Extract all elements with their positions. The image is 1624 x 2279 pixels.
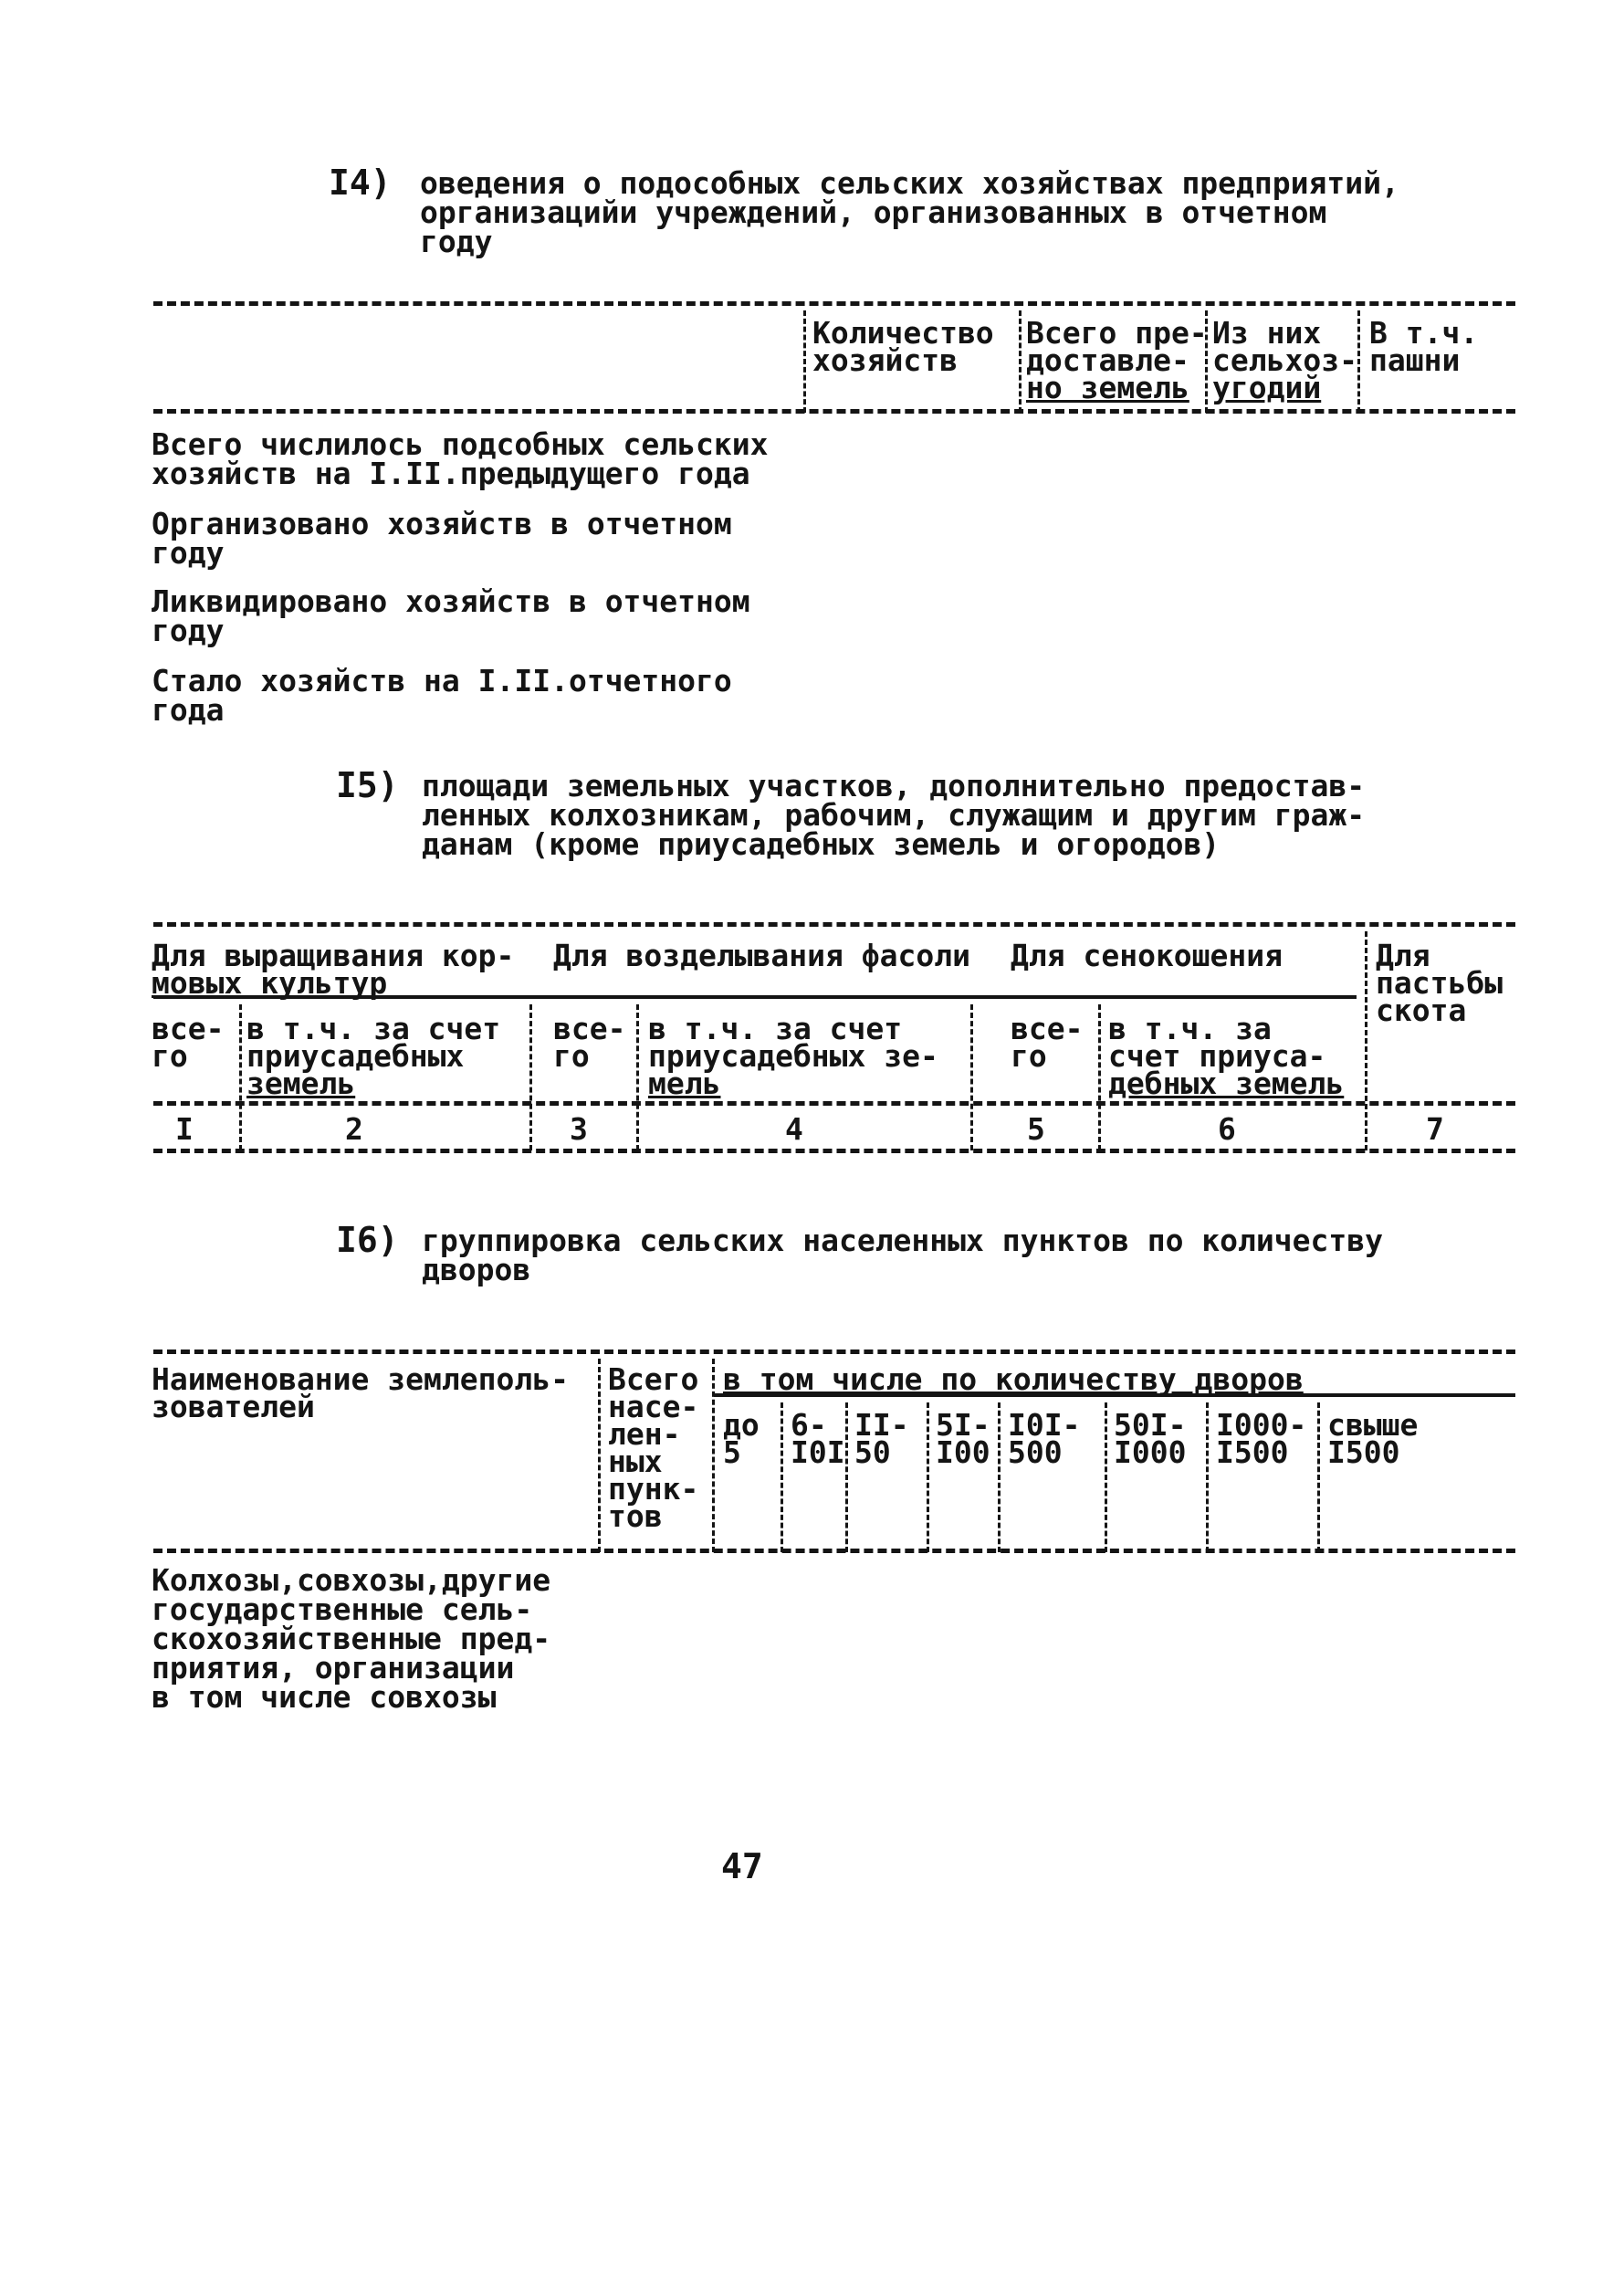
t16-bin-over-1500-line-1: свыше (1327, 1407, 1419, 1443)
t14-header-agri-line-1: Из них (1212, 315, 1322, 351)
t15-sub-total-3-line-1: все- (1011, 1011, 1084, 1046)
t14-row-1-line-2: хозяйств на I.II.предыдущего года (152, 456, 750, 491)
t15-sub-incl-1-line-2: приусадебных (246, 1038, 465, 1074)
t15-column-number: 2 (345, 1111, 363, 1147)
t15-sub-incl-2-line-3: мель (648, 1066, 721, 1101)
t15-group-pasture-line-3: скота (1376, 992, 1467, 1028)
t14-row-4-line-1: Стало хозяйств на I.II.отчетного (152, 663, 732, 698)
t15-column-number: 7 (1426, 1111, 1444, 1147)
section-16-title-line-1: группировка сельских населенных пунктов по количеству (422, 1223, 1383, 1258)
t14-header-agri-line-2: сельхоз- (1212, 342, 1357, 378)
t15-group-pasture-line-1: Для (1376, 938, 1430, 973)
t15-sub-total-2-line-1: все- (553, 1011, 626, 1046)
t16-bin-11-50-line-1: II- (854, 1407, 909, 1443)
section-15-title-line-1: площади земельных участков, дополнительно предостав- (422, 768, 1366, 803)
t15-group-beans: Для возделывания фасоли (553, 938, 970, 973)
t15-column-number: 5 (1027, 1111, 1045, 1147)
t14-header-arable-line-2: пашни (1369, 342, 1461, 378)
table-15-col-divider (970, 1004, 973, 1150)
t16-bin-1000-1500-line-1: I000- (1216, 1407, 1307, 1443)
section-15-number: I5) (336, 765, 399, 805)
section-14-number: I4) (329, 163, 392, 203)
table-15-col-divider (239, 1004, 242, 1150)
t15-column-number: I (175, 1111, 194, 1147)
t16-row-1-line-5: в том числе совхозы (152, 1679, 497, 1715)
table-14-top-rule (153, 301, 1515, 306)
table-15-col-divider (529, 1004, 532, 1150)
t16-bin-51-100-line-2: I00 (936, 1434, 990, 1470)
table-16-col-divider (781, 1402, 783, 1552)
t16-header-group: в том числе по количеству дворов (723, 1361, 1304, 1397)
t16-header-total-line-5: пунк- (608, 1471, 699, 1507)
t14-header-count-line-1: Количество (812, 315, 994, 351)
t14-header-count-line-2: хозяйств (812, 342, 958, 378)
t15-sub-incl-1-line-1: в т.ч. за счет (246, 1011, 501, 1046)
t14-header-arable-line-1: В т.ч. (1369, 315, 1479, 351)
table-14-col-divider (1019, 310, 1022, 413)
table-16-col-divider (1206, 1402, 1209, 1552)
t15-group-forage-line-1: Для выращивания кор- (152, 938, 515, 973)
table-14-header-rule (153, 409, 1515, 414)
section-16-number: I6) (336, 1220, 399, 1260)
table-16-header-rule (153, 1549, 1515, 1553)
page-number: 47 (721, 1846, 763, 1886)
section-16-title-line-2: дворов (422, 1252, 531, 1287)
t16-bin-up-to-5-line-1: до (723, 1407, 760, 1443)
table-15-top-rule (153, 922, 1515, 927)
t16-bin-501-1000-line-1: 50I- (1114, 1407, 1187, 1443)
t15-sub-total-3-line-2: го (1011, 1038, 1047, 1074)
table-15-group-rule (153, 995, 1357, 999)
t16-row-1-line-4: приятия, организации (152, 1650, 515, 1686)
t16-bin-over-1500-line-2: I500 (1327, 1434, 1400, 1470)
t15-group-pasture-line-2: пастьбы (1376, 965, 1504, 1001)
t14-row-2-line-1: Организовано хозяйств в отчетном (152, 506, 732, 541)
t16-header-total-line-1: Всего (608, 1361, 699, 1397)
section-14-title-line-1: оведения о подособных сельских хозяйствах предприятий, (420, 165, 1399, 201)
t14-row-2-line-2: году (152, 535, 225, 571)
table-16-col-divider (998, 1402, 1001, 1552)
table-15-col-divider (636, 1004, 639, 1150)
table-16-col-divider (1317, 1402, 1320, 1552)
t16-bin-101-500-line-1: I0I- (1008, 1407, 1081, 1443)
table-15-bottom-rule (153, 1149, 1515, 1153)
t16-bin-101-500-line-2: 500 (1008, 1434, 1063, 1470)
t15-sub-incl-2-line-1: в т.ч. за счет (648, 1011, 903, 1046)
t14-header-land-line-3: но земель (1026, 370, 1189, 405)
t15-sub-incl-1-line-3: земель (246, 1066, 356, 1101)
section-14-title-line-2: организацийи учреждений, организованных в отчетном (420, 194, 1327, 230)
table-15-col-divider (1365, 931, 1367, 1150)
table-16-col-divider (845, 1402, 848, 1552)
t15-sub-incl-3-line-2: счет приуса- (1108, 1038, 1326, 1074)
table-15-sub-rule (153, 1101, 1515, 1106)
t15-column-number: 3 (570, 1111, 588, 1147)
section-15-title-line-3: данам (кроме приусадебных земель и огородов) (422, 826, 1221, 862)
table-16-col-divider (1105, 1402, 1107, 1552)
t16-bin-1000-1500-line-2: I500 (1216, 1434, 1289, 1470)
t16-header-total-line-3: лен- (608, 1416, 681, 1452)
t15-group-hay: Для сенокошения (1011, 938, 1283, 973)
t15-group-forage-line-2: мовых культур (152, 965, 388, 1001)
t16-row-1-line-3: скохозяйственные пред- (152, 1621, 551, 1656)
t16-bin-up-to-5-line-2: 5 (723, 1434, 741, 1470)
t14-row-4-line-2: года (152, 692, 225, 728)
t15-sub-incl-3-line-1: в т.ч. за (1108, 1011, 1272, 1046)
t15-sub-incl-2-line-2: приусадебных зе- (648, 1038, 938, 1074)
t14-header-land-line-2: доставле- (1026, 342, 1189, 378)
t14-row-3-line-2: году (152, 613, 225, 648)
table-16-col-divider (927, 1402, 929, 1552)
table-16-top-rule (153, 1350, 1515, 1354)
t15-sub-total-1-line-2: го (152, 1038, 188, 1074)
t15-sub-incl-3-line-3: дебных земель (1108, 1066, 1345, 1101)
t14-header-land-line-1: Всего пре- (1026, 315, 1208, 351)
table-16-col-divider (598, 1359, 601, 1552)
t14-row-1-line-1: Всего числилось подсобных сельских (152, 426, 769, 462)
table-15-col-divider (1098, 1004, 1101, 1150)
table-16-group-rule (714, 1393, 1515, 1397)
t14-row-3-line-1: Ликвидировано хозяйств в отчетном (152, 583, 750, 619)
t16-header-name-line-1: Наименование землеполь- (152, 1361, 569, 1397)
t16-bin-6-10-line-2: I0I (791, 1434, 845, 1470)
t15-column-number: 6 (1218, 1111, 1236, 1147)
table-16-col-divider (712, 1359, 715, 1552)
section-15-title-line-2: ленных колхозникам, рабочим, служащим и другим граж- (422, 797, 1366, 833)
t16-header-total-line-4: ных (608, 1444, 663, 1479)
t15-column-number: 4 (785, 1111, 803, 1147)
t16-row-1-line-1: Колхозы,совхозы,другие (152, 1562, 551, 1598)
t16-header-total-line-2: насе- (608, 1389, 699, 1424)
t16-header-total-line-6: тов (608, 1498, 663, 1534)
t15-sub-total-2-line-2: го (553, 1038, 590, 1074)
t16-bin-11-50-line-2: 50 (854, 1434, 891, 1470)
table-14-col-divider (1357, 310, 1360, 413)
t15-sub-total-1-line-1: все- (152, 1011, 225, 1046)
t16-bin-51-100-line-1: 5I- (936, 1407, 990, 1443)
t16-row-1-line-2: государственные сель- (152, 1591, 533, 1627)
t14-header-agri-line-3: угодий (1212, 370, 1322, 405)
section-14-title-line-3: году (420, 224, 493, 259)
t16-bin-501-1000-line-2: I000 (1114, 1434, 1187, 1470)
table-14-col-divider (803, 310, 806, 413)
t16-bin-6-10-line-1: 6- (791, 1407, 827, 1443)
t16-header-name-line-2: зователей (152, 1389, 315, 1424)
